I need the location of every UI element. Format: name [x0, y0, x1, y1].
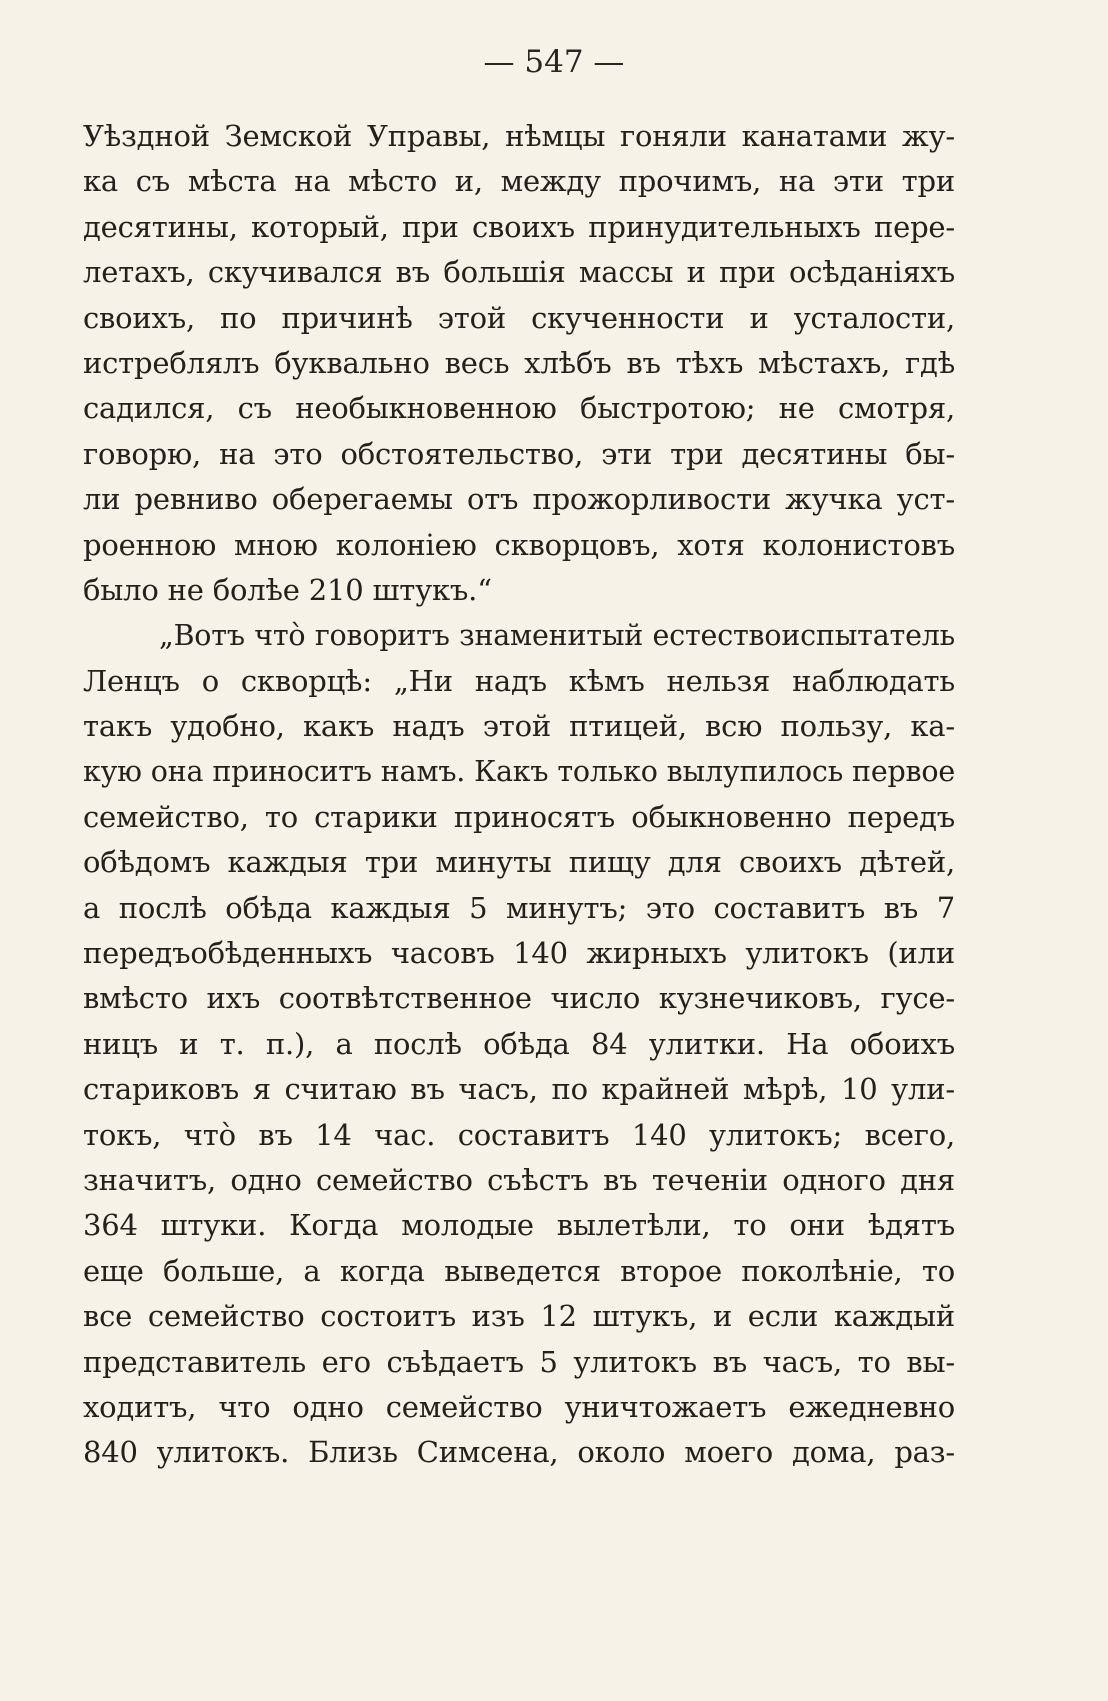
text-line: садился, съ необыкновенною быстротою; не смотря,: [83, 391, 955, 426]
text-line: кую она приноситъ намъ. Какъ только вылупилось первое: [83, 755, 955, 789]
text-line: Ленцъ о скворцѣ: „Ни надъ кѣмъ нельзя наблюдать: [83, 663, 955, 698]
text-line: ходитъ, что одно семейство уничтожаетъ ежедневно: [83, 1389, 955, 1424]
text-line: ка съ мѣста на мѣсто и, между прочимъ, на эти три: [83, 164, 955, 199]
text-line: токъ, что̀ въ 14 час. составитъ 140 улитокъ; всего,: [83, 1117, 955, 1152]
text-line: своихъ, по причинѣ этой скученности и усталости,: [83, 300, 955, 335]
text-line: ли ревниво оберегаемы отъ прожорливости жучка уст-: [83, 482, 955, 517]
text-line: семейство, то старики приносятъ обыкновенно передъ: [83, 799, 955, 834]
text-line: 840 улитокъ. Близь Симсена, около моего дома, раз-: [83, 1435, 955, 1470]
text-line: такъ удобно, какъ надъ этой птицей, всю пользу, ка-: [83, 709, 955, 744]
text-line: было не болѣе 210 штукъ.“: [83, 572, 492, 607]
text-line: обѣдомъ каждыя три минуты пищу для своихъ дѣтей,: [83, 845, 955, 880]
page-number: — 547 —: [483, 44, 625, 80]
text-line: все семейство состоитъ изъ 12 штукъ, и если каждый: [83, 1299, 955, 1334]
text-line: Уѣздной Земской Управы, нѣмцы гоняли канатами жу-: [83, 119, 955, 153]
text-line: роенною мною колоніею скворцовъ, хотя колонистовъ: [83, 527, 955, 562]
text-line: вмѣсто ихъ соотвѣтственное число кузнечиковъ, гусе-: [83, 981, 955, 1016]
text-line: представитель его съѣдаетъ 5 улитокъ въ часъ, то вы-: [83, 1344, 955, 1379]
text-line: значитъ, одно семейство съѣстъ въ теченіи одного дня: [83, 1162, 955, 1197]
text-line: летахъ, скучивался въ большія массы и при осѣданіяхъ: [83, 255, 955, 290]
text-line: „Вотъ что̀ говоритъ знаменитый естествоиспытатель: [159, 619, 955, 653]
text-line: стариковъ я считаю въ часъ, по крайней мѣрѣ, 10 ули-: [83, 1072, 955, 1107]
text-line: истреблялъ буквально весь хлѣбъ въ тѣхъ мѣстахъ, гдѣ: [83, 345, 955, 380]
text-line: говорю, на это обстоятельство, эти три десятины бы-: [83, 436, 955, 471]
body-text: [83, 114, 955, 1476]
text-line: 364 штуки. Когда молодые вылетѣли, то они ѣдятъ: [83, 1208, 955, 1243]
text-line: ницъ и т. п.), а послѣ обѣда 84 улитки. На обоихъ: [83, 1026, 955, 1061]
text-line: десятины, который, при своихъ принудительныхъ пере-: [83, 209, 955, 244]
text-line: еще больше, а когда выведется второе поколѣніе, то: [83, 1253, 955, 1288]
text-line: передъобѣденныхъ часовъ 140 жирныхъ улитокъ (или: [83, 936, 955, 971]
text-line: а послѣ обѣда каждыя 5 минутъ; это составитъ въ 7: [83, 890, 955, 925]
